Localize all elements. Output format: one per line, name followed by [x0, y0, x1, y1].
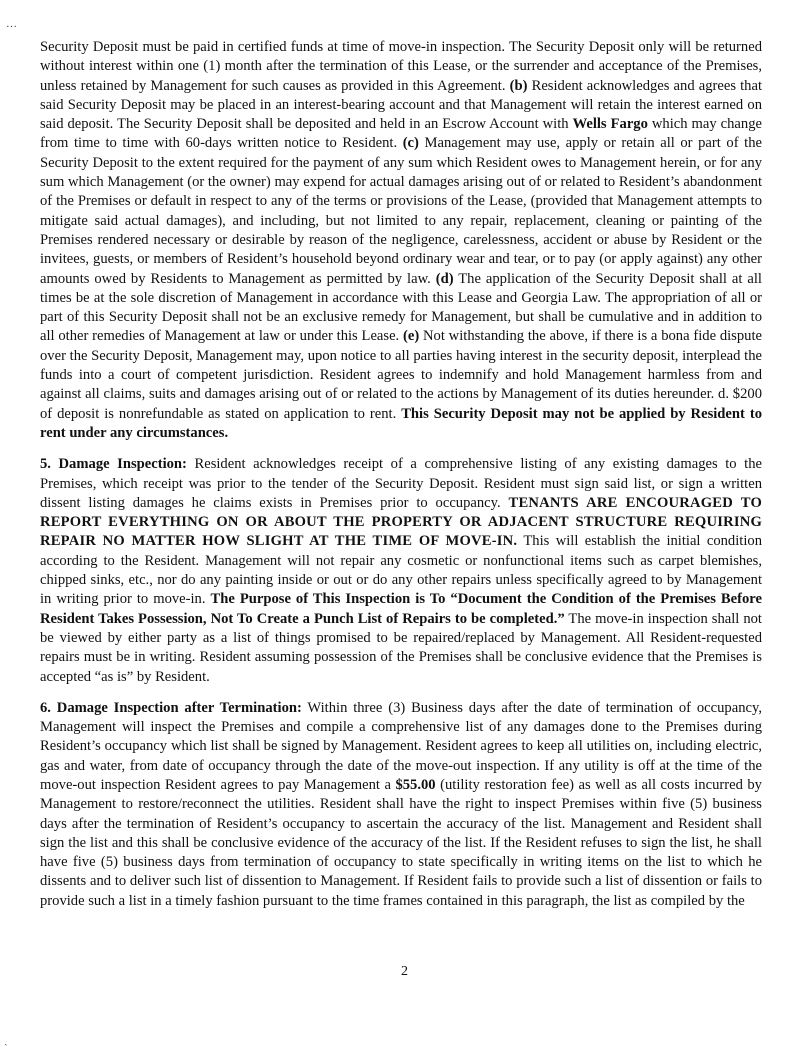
lease-page [40, 38, 762, 923]
section-5-text-2: This will establish the initial condition according to the Resident. Management will not repair any cosmetic or nonfunctional items such as carpet blemishes, chipped sinks, etc., nor do any painting inside or out or do any other repairs unless specifically agreed to by Management in writing prior to move-in. [40, 533, 762, 608]
section-5-text-3: The move-in inspection shall not be viewed by either party as a list of things promised to be repaired/replaced by Management. All Resident-requested repairs must be in writing. Resident assuming possession of the Premises shall be conclusive evidence that the Premises is accepted “as is” by Resident. [40, 610, 762, 685]
section-6-text-2: (utility restoration fee) as well as all costs incurred by Management to restore/reconnect the utilities. Resident shall have the right to inspect Premises within five (5) business days after the termination of Resident’s occupancy to ascertain the accuracy of the list. Management and Resident shall sign the list and this shall be conclusive evidence of the accuracy of the list. If the Resident refuses to sign the list, he shall have five (5) business days from termination of occupancy to state specifically in writing items on the list to which he dissents and to deliver such list of dissention to Management. If Resident fails to provide such a list of dissention or fails to provide such a list in a timely fashion pursuant to the time frames contained in this paragraph, the list as compiled by the [40, 776, 762, 909]
security-deposit-paragraph [40, 38, 762, 443]
bank-name: Wells Fargo [572, 116, 648, 133]
deposit-bold-notice: This Security Deposit may not be applied by Resident to rent under any circumstances. [40, 405, 762, 441]
scan-mark-bottom: ˎ [4, 1034, 8, 1046]
clause-b-label: (b) [509, 77, 528, 94]
section-6-text-1: Within three (3) Business days after the date of termination of occupancy, Management will inspect the Premises and compile a comprehensive list of any damages done to the Premises during Resident’s occupancy which list shall be signed by Management. Resident agrees to keep all utilities on, including electric, gas and water, from date of occupancy through the date of the move-out inspection. If any utility is off at the time of the move-out inspection Resident agrees to pay Management a [40, 699, 762, 793]
damage-inspection-paragraph [40, 455, 762, 687]
termination-inspection-paragraph [40, 699, 762, 911]
section-6-heading: 6. Damage Inspection after Termination: [40, 699, 302, 716]
deposit-text-4: Management may use, apply or retain all or part of the Security Deposit to the extent required for the payment of any sum which Resident owes to Management herein, or for any sum which Management (or the owner) may expend for actual damages arising out of or related to Resident’s abandonment of the Premises or default in respect to any of the terms or provisions of the Lease, (provided that Management attempts to mitigate said actual damages), and including, but not limited to any repair, replacement, cleaning or painting of the Premises rendered necessary or desirable by reason of the negligence, carelessness, accident or abuse by Resident or the invitees, guests, or members of Resident’s household beyond ordinary wear and tear, or to pay (or apply against) any other amounts owed by Residents to Management as permitted by law. [40, 135, 762, 287]
scan-mark-top: … [6, 18, 17, 30]
clause-d-label: (d) [435, 270, 454, 287]
clause-c-label: (c) [402, 135, 419, 152]
deposit-text-3: which may change from time to time with 60-days written notice to Resident. [40, 116, 762, 152]
page-number: 2 [401, 964, 408, 979]
clause-e-label: (e) [403, 328, 420, 345]
deposit-text-5: The application of the Security Deposit shall at all times be at the sole discretion of Management in accordance with this Lease and Georgia Law. The appropriation of all or part of this Security Deposit shall not be an exclusive remedy for Management, but shall be cumulative and in addition to all other remedies of Management at law or under this Lease. [40, 270, 762, 345]
section-5-text-1: Resident acknowledges receipt of a comprehensive listing of any existing damages to the Premises, which receipt was prior to the tender of the Security Deposit. Resident must sign said list, or sign a written dissent listing damages he claims exists in Premises prior to occupancy. [40, 456, 762, 511]
deposit-text-6: Not withstanding the above, if there is a bona fide dispute over the Security Deposit, Management may, upon notice to all parties having interest in the security deposit, interplead the funds into a court of competent jurisdiction. Resident agrees to indemnify and hold Management harmless from and against all claims, suits and damages arising out of or related to the actions by Management of its duties hereunder. d. $200 of deposit is nonrefundable as stated on application to rent. [40, 328, 762, 422]
deposit-text-1: Security Deposit must be paid in certified funds at time of move-in inspection. The Security Deposit only will be returned without interest within one (1) month after the termination of this Lease, or the surrender and acceptance of the Premises, unless retained by Management for such causes as provided in this Agreement. [40, 39, 762, 94]
deposit-text-2: Resident acknowledges and agrees that said Security Deposit may be placed in an interest-bearing account and that Management will retain the interest earned on said deposit. The Security Deposit shall be deposited and held in an Escrow Account with [40, 77, 763, 133]
utility-fee-amount: $55.00 [395, 776, 436, 793]
section-5-caps-notice: TENANTS ARE ENCOURAGED TO REPORT EVERYTHING ON OR ABOUT THE PROPERTY OR ADJACENT STRUCTURE REQUIRING REPAIR NO MATTER HOW SLIGHT AT THE TIME OF MOVE-IN. [40, 494, 762, 550]
section-5-purpose-bold: The Purpose of This Inspection is To “Document the Condition of the Premises Before Resident Takes Possession, Not To Create a Punch List of Repairs to be completed.” [40, 591, 762, 627]
section-5-heading: 5. Damage Inspection: [40, 456, 187, 473]
